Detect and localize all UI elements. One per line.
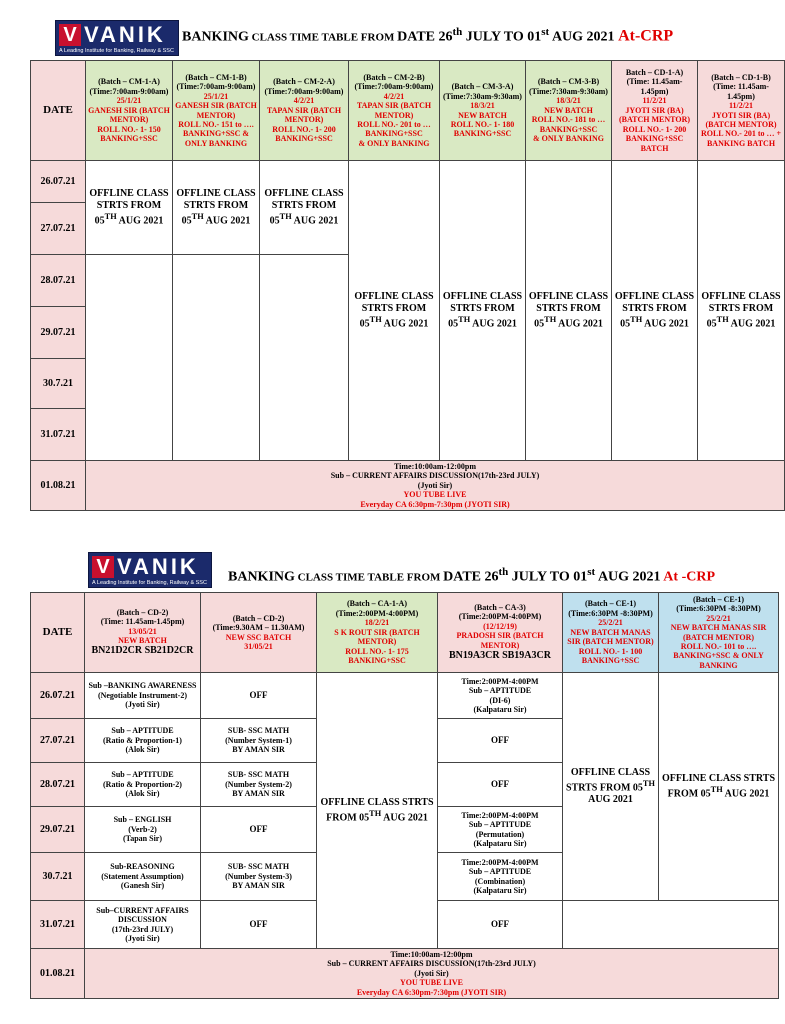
batch-header-cm3a: (Batch – CM-3-A) (Time:7:30am-9:30am) 18/3/21 NEW BATCH ROLL NO.- 1- 180 BANKING+SSC xyxy=(440,61,526,161)
date-cell: 27.07.21 xyxy=(31,203,86,255)
offline-notice: OFFLINE CLASS STRTS FROM 05TH AUG 2021 xyxy=(260,161,349,255)
batch-header-cd1a: Batch – CD-1-A) (Time: 11.45am-1.45pm) 11/2/21 JYOTI SIR (BA) (BATCH MENTOR) ROLL NO.- 1- 200 BANKING+SSC BATCH xyxy=(612,61,698,161)
offline-notice: OFFLINE CLASS STRTS FROM 05TH AUG 2021 xyxy=(659,673,779,901)
timetable-2 xyxy=(30,592,779,999)
batch-header-cm3b: (Batch – CM-3-B) (Time:7:30am-9:30am) 18/3/21 NEW BATCH ROLL NO.- 181 to … BANKING+SSC & ONLY BANKING xyxy=(526,61,612,161)
ssc-cell: SUB- SSC MATH (Number System-3) BY AMAN SIR xyxy=(201,853,317,901)
date-header: DATE xyxy=(31,593,85,673)
date-cell: 28.07.21 xyxy=(31,763,85,807)
offline-notice: OFFLINE CLASS STRTS FROM 05TH AUG 2021 xyxy=(317,673,438,949)
date-cell: 27.07.21 xyxy=(31,719,85,763)
page-title: BANKING CLASS TIME TABLE FROM DATE 26th JULY TO 01st AUG 2021 At-CRP xyxy=(182,26,674,45)
ssc-cell: SUB- SSC MATH (Number System-1) BY AMAN SIR xyxy=(201,719,317,763)
date-cell: 01.08.21 xyxy=(31,461,86,511)
batch-header-cm2a: (Batch – CM-2-A) (Time:7:00am-9:00am) 4/2/21 TAPAN SIR (BATCH MENTOR) ROLL NO.- 1- 200 BANKING+SSC xyxy=(260,61,349,161)
ssc-cell: OFF xyxy=(201,807,317,853)
vanik-logo xyxy=(55,20,179,56)
class-cell: OFF xyxy=(438,763,563,807)
date-cell: 30.7.21 xyxy=(31,853,85,901)
class-cell: Sub – ENGLISH (Verb-2) (Tapan Sir) xyxy=(85,807,201,853)
timetable-sheet-1 xyxy=(0,20,782,511)
batch-header-ca3: (Batch – CA-3) (Time:2:00PM-4:00PM) (12/12/19) PRADOSH SIR (BATCH MENTOR) BN19A3CR SB19A3CR xyxy=(438,593,563,673)
batch-header-ce1-b: (Batch – CE-1) (Time:6:30PM -8:30PM) 25/2/21 NEW BATCH MANAS SIR (BATCH MENTOR) ROLL NO.- 101 to …. BANKING+SSC & ONLY BANKING xyxy=(659,593,779,673)
logo-word: VANIK xyxy=(84,22,166,47)
logo-tagline: A Leading Institute for Banking, Railway & SSC xyxy=(59,48,174,54)
logo-word: VANIK xyxy=(117,554,199,579)
date-cell: 26.07.21 xyxy=(31,673,85,719)
batch-header-cm1b: (Batch – CM-1-B) (Time:7:00am-9:00am) 25/1/21 GANESH SIR (BATCH MENTOR) ROLL NO.- 151 to …. BANKING+SSC & ONLY BANKING xyxy=(173,61,260,161)
class-cell: OFF xyxy=(438,719,563,763)
date-header: DATE xyxy=(31,61,86,161)
table-row xyxy=(31,461,785,511)
batch-header-cd1b: (Batch – CD-1-B) (Time: 11.45am-1.45pm) 11/2/21 JYOTI SIR (BA) (BATCH MENTOR) ROLL NO.- 201 to … + BANKING BATCH xyxy=(698,61,785,161)
offline-notice: OFFLINE CLASS STRTS FROM 05TH AUG 2021 xyxy=(173,161,260,255)
logo-mark: V xyxy=(92,556,114,578)
sheet-header xyxy=(0,552,768,592)
sheet-header xyxy=(0,20,768,60)
ssc-cell: OFF xyxy=(201,673,317,719)
class-cell: Sub –BANKING AWARENESS (Negotiable Instrument-2) (Jyoti Sir) xyxy=(85,673,201,719)
offline-notice: OFFLINE CLASS STRTS FROM 05TH AUG 2021 xyxy=(86,161,173,255)
logo-mark: V xyxy=(59,24,81,46)
empty-cell xyxy=(260,255,349,461)
date-cell: 30.7.21 xyxy=(31,359,86,409)
class-cell: Time:2:00PM-4:00PM Sub – APTITUDE (Combination) (Kalpataru Sir) xyxy=(438,853,563,901)
batch-header-cm2b: (Batch – CM-2-B) (Time:7:00am-9:00am) 4/2/21 TAPAN SIR (BATCH MENTOR) ROLL NO.- 201 to …BANKING+SSC & ONLY BANKING xyxy=(349,61,440,161)
ssc-cell: OFF xyxy=(201,901,317,949)
class-cell: Time:2:00PM-4:00PM Sub – APTITUDE (DI-6) (Kalpataru Sir) xyxy=(438,673,563,719)
class-cell: Sub–CURRENT AFFAIRS DISCUSSION (17th-23rd JULY) (Jyoti Sir) xyxy=(85,901,201,949)
class-cell: Sub – APTITUDE (Ratio & Proportion-1) (Alok Sir) xyxy=(85,719,201,763)
date-cell: 28.07.21 xyxy=(31,255,86,307)
page-title: BANKING CLASS TIME TABLE FROM DATE 26th JULY TO 01st AUG 2021 At -CRP xyxy=(228,566,716,585)
empty-cell xyxy=(86,255,173,461)
batch-header-ce1: (Batch – CE-1) (Time:6:30PM -8:30PM) 25/2/21 NEW BATCH MANAS SIR (BATCH MENTOR) ROLL NO.- 1- 100 BANKING+SSC xyxy=(563,593,659,673)
logo-tagline: A Leading Institute for Banking, Railway & SSC xyxy=(92,580,207,586)
offline-notice: OFFLINE CLASS STRTS FROM 05TH AUG 2021 xyxy=(612,161,698,461)
ssc-cell: SUB- SSC MATH (Number System-2) BY AMAN SIR xyxy=(201,763,317,807)
header-row xyxy=(31,61,785,161)
empty-cell xyxy=(173,255,260,461)
table-row xyxy=(31,161,785,203)
class-cell: OFF xyxy=(438,901,563,949)
batch-header-cd2: (Batch – CD-2) (Time: 11.45am-1.45pm) 13/05/21 NEW BATCH BN21D2CR SB21D2CR xyxy=(85,593,201,673)
batch-header-cd2-ssc: (Batch – CD-2) (Time:9.30AM – 11.30AM) NEW SSC BATCH 31/05/21 xyxy=(201,593,317,673)
timetable-1 xyxy=(30,60,785,511)
empty-cell xyxy=(563,901,779,949)
vanik-logo xyxy=(88,552,212,588)
date-cell: 26.07.21 xyxy=(31,161,86,203)
location-label: At -CRP xyxy=(663,569,716,585)
date-cell: 29.07.21 xyxy=(31,807,85,853)
header-row xyxy=(31,593,779,673)
location-label: At-CRP xyxy=(618,27,674,45)
date-cell: 31.07.21 xyxy=(31,409,86,461)
footer-notice: Time:10:00am-12:00pm Sub – CURRENT AFFAIRS DISCUSSION(17th-23rd JULY) (Jyoti Sir) YOU TUBE LIVE Everyday CA 6:30pm-7:30pm (JYOTI SIR) xyxy=(85,949,779,999)
class-cell: Time:2:00PM-4:00PM Sub – APTITUDE (Permutation) (Kalpataru Sir) xyxy=(438,807,563,853)
timetable-sheet-2 xyxy=(0,552,776,999)
date-cell: 01.08.21 xyxy=(31,949,85,999)
batch-header-ca1a: (Batch – CA-1-A) (Time:2:00PM-4:00PM) 18/2/21 S K ROUT SIR (BATCH MENTOR) ROLL NO.- 1- 175 BANKING+SSC xyxy=(317,593,438,673)
offline-notice: OFFLINE CLASS STRTS FROM 05TH AUG 2021 xyxy=(526,161,612,461)
offline-notice: OFFLINE CLASS STRTS FROM 05TH AUG 2021 xyxy=(440,161,526,461)
date-cell: 31.07.21 xyxy=(31,901,85,949)
offline-notice: OFFLINE CLASS STRTS FROM 05TH AUG 2021 xyxy=(563,673,659,901)
table-row xyxy=(31,949,779,999)
offline-notice: OFFLINE CLASS STRTS FROM 05TH AUG 2021 xyxy=(349,161,440,461)
offline-notice: OFFLINE CLASS STRTS FROM 05TH AUG 2021 xyxy=(698,161,785,461)
class-cell: Sub – APTITUDE (Ratio & Proportion-2) (Alok Sir) xyxy=(85,763,201,807)
footer-notice: Time:10:00am-12:00pm Sub – CURRENT AFFAIRS DISCUSSION(17th-23rd JULY) (Jyoti Sir) YOU TUBE LIVE Everyday CA 6:30pm-7:30pm (JYOTI SIR) xyxy=(86,461,785,511)
class-cell: Sub-REASONING (Statement Assumption) (Ganesh Sir) xyxy=(85,853,201,901)
date-cell: 29.07.21 xyxy=(31,307,86,359)
table-row xyxy=(31,673,779,719)
batch-header-cm1a: (Batch – CM-1-A) (Time:7:00am-9:00am) 25/1/21 GANESH SIR (BATCH MENTOR) ROLL NO.- 1- 150 BANKING+SSC xyxy=(86,61,173,161)
